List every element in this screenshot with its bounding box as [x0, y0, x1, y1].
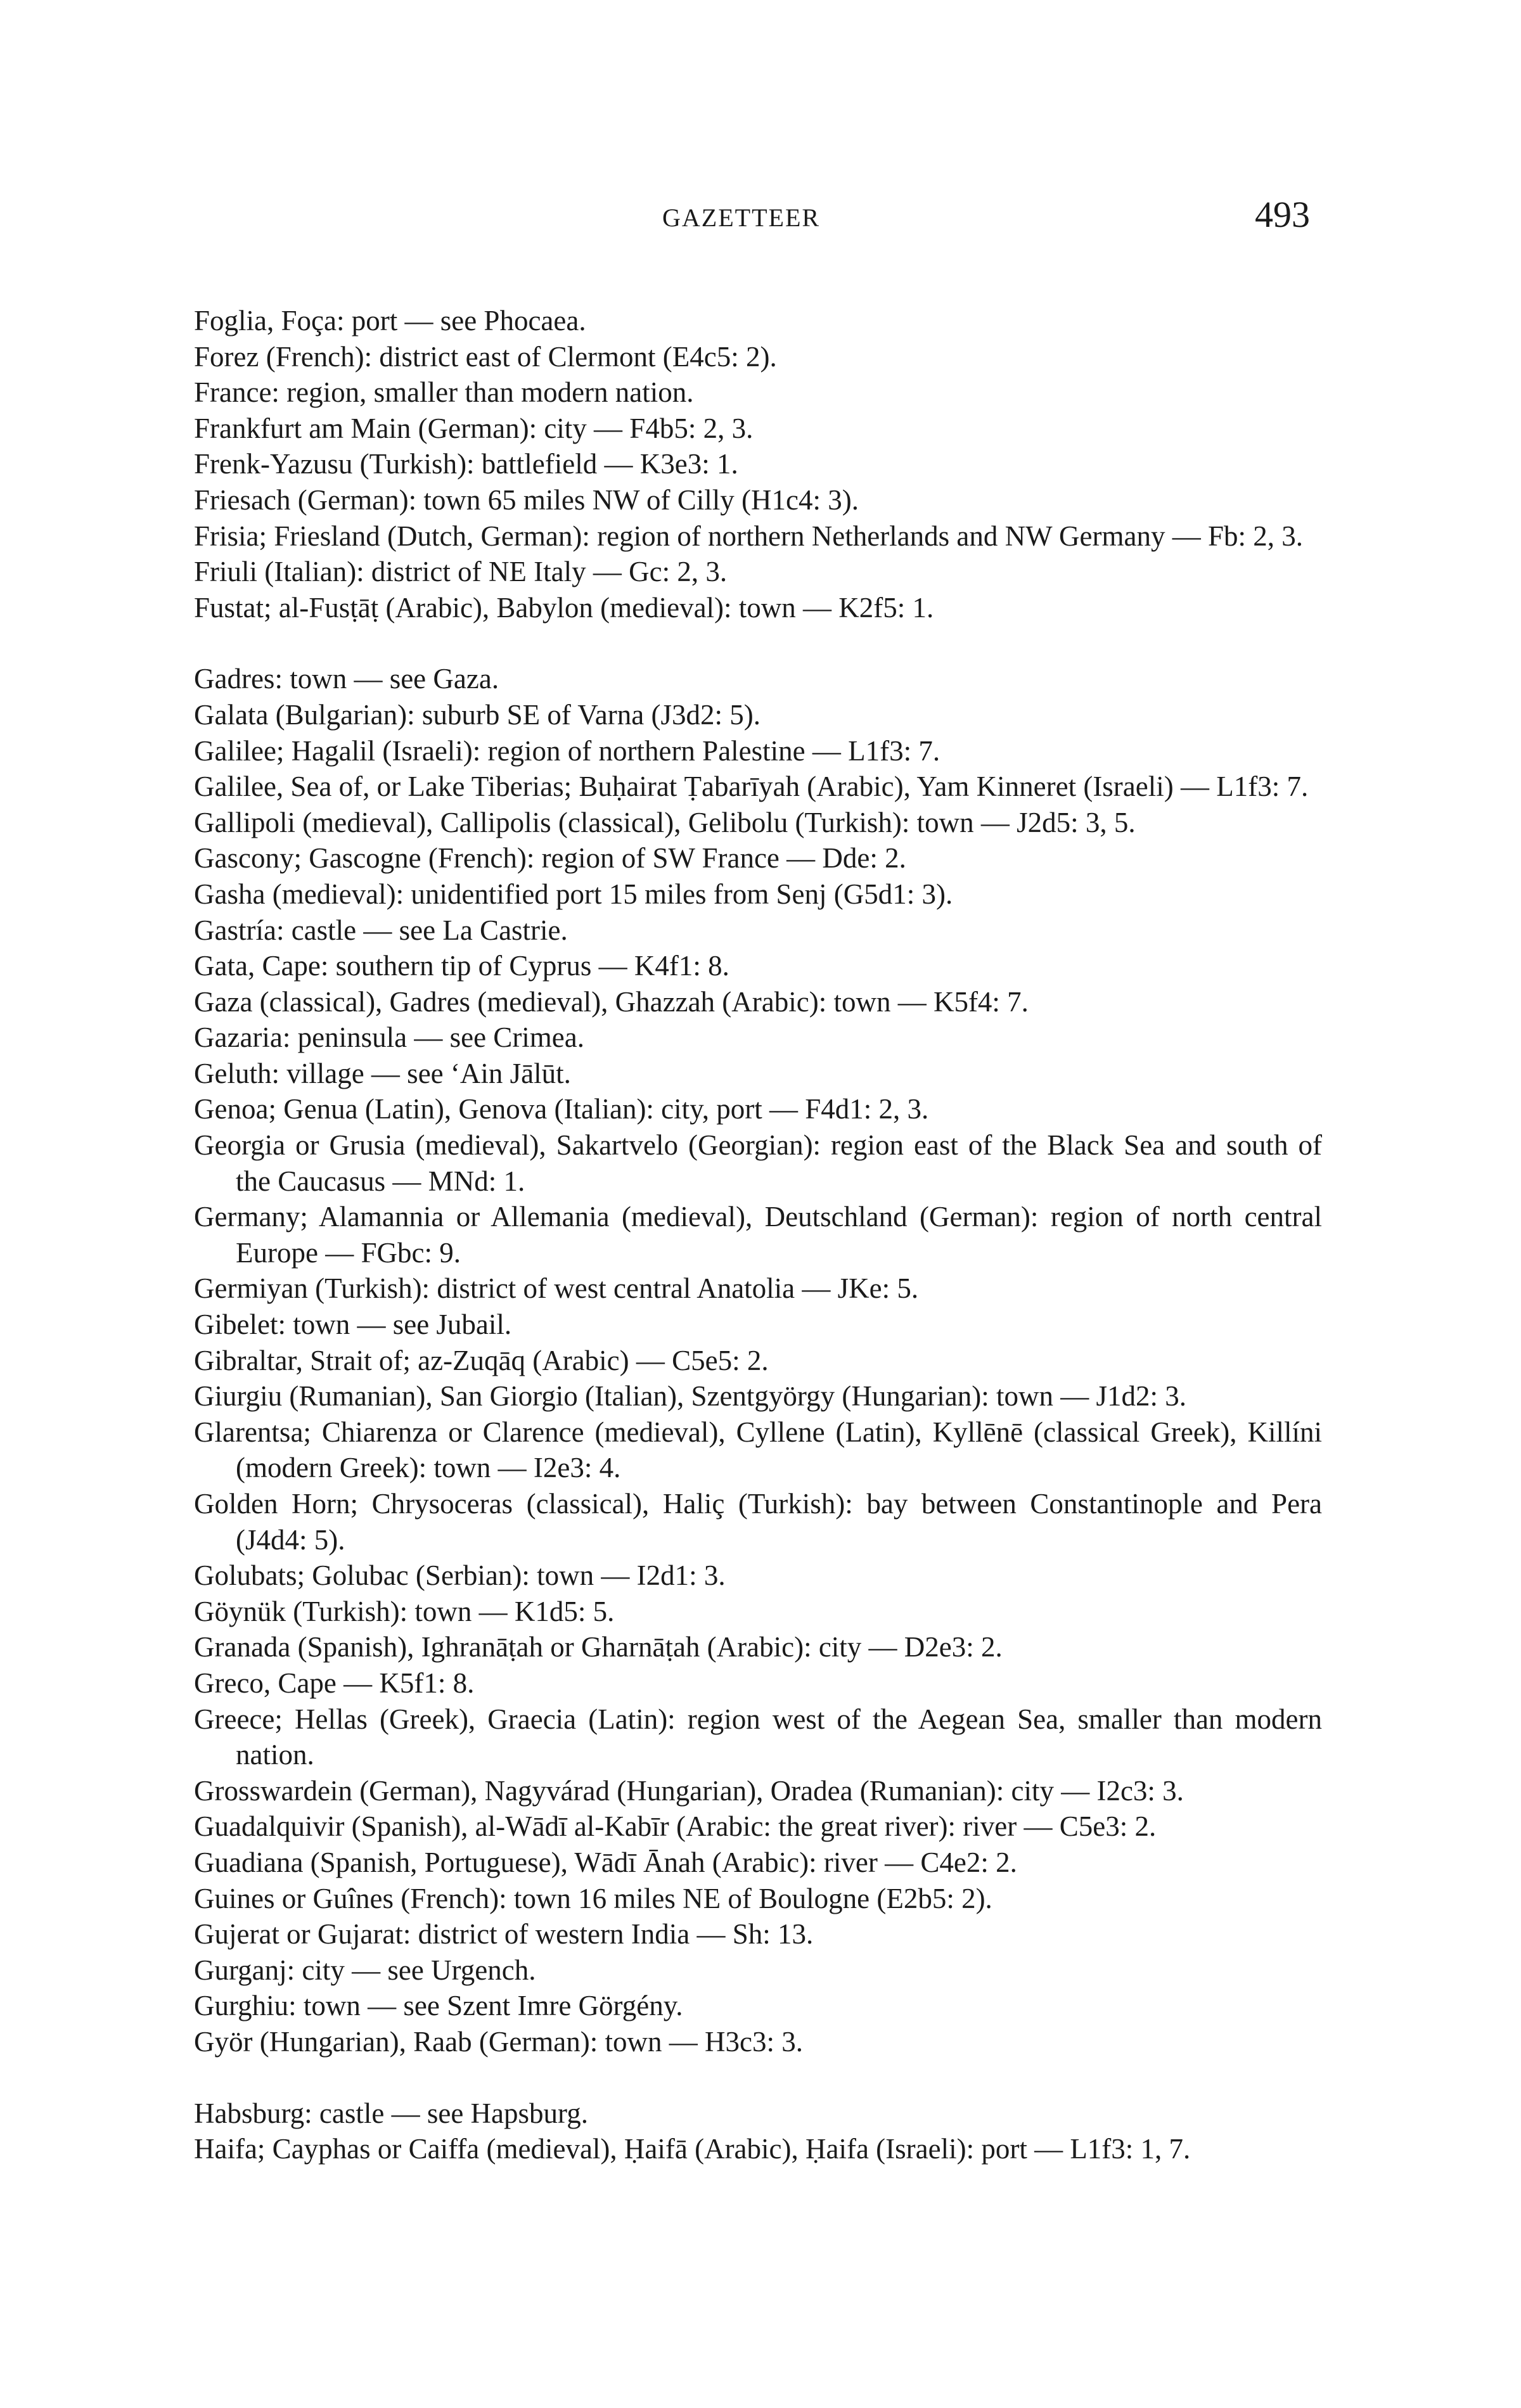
gazetteer-entry: Gaza (classical), Gadres (medieval), Ghazzah (Arabic): town — K5f4: 7.: [194, 985, 1029, 1018]
gazetteer-entry: Gadres: town — see Gaza.: [194, 663, 499, 695]
gazetteer-entry: Frisia; Friesland (Dutch, German): region of northern Netherlands and NW Germany — Fb: 2, 3.: [194, 520, 1304, 552]
gazetteer-entry: Gastría: castle — see La Castrie.: [194, 914, 568, 946]
gazetteer-entry: Golubats; Golubac (Serbian): town — I2d1: 3.: [194, 1559, 726, 1592]
gazetteer-entry: Forez (French): district east of Clermont (E4c5: 2).: [194, 340, 777, 373]
gazetteer-entry: France: region, smaller than modern nation.: [194, 376, 694, 409]
gazetteer-entry: Gasha (medieval): unidentified port 15 miles from Senj (G5d1: 3).: [194, 878, 953, 910]
entry-group-h: [194, 2096, 1322, 2167]
gazetteer-entry: Genoa; Genua (Latin), Genova (Italian): city, port — F4d1: 2, 3.: [194, 1093, 929, 1125]
gazetteer-entry: Galilee; Hagalil (Israeli): region of northern Palestine — L1f3: 7.: [194, 734, 940, 767]
running-head: GAZETTEER: [662, 203, 821, 232]
gazetteer-entry: Györ (Hungarian), Raab (German): town — H3c3: 3.: [194, 2025, 803, 2058]
gazetteer-entry: Gurghiu: town — see Szent Imre Görgény.: [194, 1990, 683, 2022]
gazetteer-entry: Habsburg: castle — see Hapsburg.: [194, 2097, 588, 2129]
gazetteer-entries: [194, 303, 1322, 2167]
gazetteer-entry: Greco, Cape — K5f1: 8.: [194, 1667, 475, 1699]
gazetteer-entry: Frenk-Yazusu (Turkish): battlefield — K3e3: 1.: [194, 448, 738, 480]
gazetteer-entry: Galata (Bulgarian): suburb SE of Varna (J3d2: 5).: [194, 698, 760, 731]
gazetteer-entry: Grosswardein (German), Nagyvárad (Hungarian), Oradea (Rumanian): city — I2c3: 3.: [194, 1774, 1184, 1807]
gazetteer-entry: Granada (Spanish), Ighranāṭah or Gharnāṭah (Arabic): city — D2e3: 2.: [194, 1631, 1003, 1663]
gazetteer-entry: Fustat; al-Fusṭāṭ (Arabic), Babylon (medieval): town — K2f5: 1.: [194, 591, 934, 624]
gazetteer-entry: Glarentsa; Chiarenza or Clarence (medieval), Cyllene (Latin), Kyllēnē (classical Greek), Killíni (modern Greek): town — I2e3: 4.: [194, 1416, 1322, 1484]
gazetteer-entry: Golden Horn; Chrysoceras (classical), Haliç (Turkish): bay between Constantinople and Pera (J4d4: 5).: [194, 1488, 1322, 1556]
gazetteer-entry: Gibelet: town — see Jubail.: [194, 1309, 512, 1341]
gazetteer-entry: Göynük (Turkish): town — K1d5: 5.: [194, 1595, 615, 1627]
gazetteer-entry: Guadiana (Spanish, Portuguese), Wādī Ānah (Arabic): river — C4e2: 2.: [194, 1846, 1017, 1878]
gazetteer-entry: Guines or Guînes (French): town 16 miles NE of Boulogne (E2b5: 2).: [194, 1882, 992, 1914]
gazetteer-entry: Germiyan (Turkish): district of west central Anatolia — JKe: 5.: [194, 1272, 919, 1305]
gazetteer-entry: Germany; Alamannia or Allemania (medieval), Deutschland (German): region of north central Europe — FGbc: 9.: [194, 1201, 1322, 1269]
gazetteer-entry: Giurgiu (Rumanian), San Giorgio (Italian), Szentgyörgy (Hungarian): town — J1d2: 3.: [194, 1380, 1187, 1412]
gazetteer-entry: Galilee, Sea of, or Lake Tiberias; Buḥairat Ṭabarīyah (Arabic), Yam Kinneret (Israeli) — L1f3: 7.: [194, 771, 1309, 803]
page-number: 493: [1255, 194, 1310, 235]
gazetteer-entry: Gascony; Gascogne (French): region of SW France — Dde: 2.: [194, 842, 906, 874]
gazetteer-entry: Gata, Cape: southern tip of Cyprus — K4f1: 8.: [194, 950, 729, 982]
gazetteer-entry: Gujerat or Gujarat: district of western India — Sh: 13.: [194, 1918, 814, 1950]
gazetteer-entry: Gibraltar, Strait of; az-Zuqāq (Arabic) — C5e5: 2.: [194, 1344, 769, 1376]
gazetteer-entry: Guadalquivir (Spanish), al-Wādī al-Kabīr (Arabic: the great river): river — C5e3: 2.: [194, 1810, 1157, 1843]
gazetteer-entry: Friuli (Italian): district of NE Italy — Gc: 2, 3.: [194, 556, 728, 588]
gazetteer-entry: Geluth: village — see ‘Ain Jālūt.: [194, 1057, 571, 1089]
gazetteer-entry: Gazaria: peninsula — see Crimea.: [194, 1021, 585, 1054]
entry-group-f: [194, 303, 1322, 625]
gazetteer-entry: Gurganj: city — see Urgench.: [194, 1954, 536, 1986]
gazetteer-entry: Frankfurt am Main (German): city — F4b5: 2, 3.: [194, 412, 754, 444]
gazetteer-entry: Haifa; Cayphas or Caiffa (medieval), Ḥaifā (Arabic), Ḥaifa (Israeli): port — L1f3: 1, 7.: [194, 2133, 1191, 2165]
gazetteer-entry: Foglia, Foça: port — see Phocaea.: [194, 305, 586, 336]
entry-group-g: [194, 661, 1322, 2059]
gazetteer-entry: Greece; Hellas (Greek), Graecia (Latin): region west of the Aegean Sea, smaller than modern nation.: [194, 1703, 1322, 1771]
gazetteer-entry: Georgia or Grusia (medieval), Sakartvelo (Georgian): region east of the Black Sea and south of the Caucasus — MNd: 1.: [194, 1129, 1322, 1197]
gazetteer-entry: Gallipoli (medieval), Callipolis (classical), Gelibolu (Turkish): town — J2d5: 3, 5.: [194, 806, 1136, 838]
gazetteer-entry: Friesach (German): town 65 miles NW of Cilly (H1c4: 3).: [194, 484, 859, 516]
